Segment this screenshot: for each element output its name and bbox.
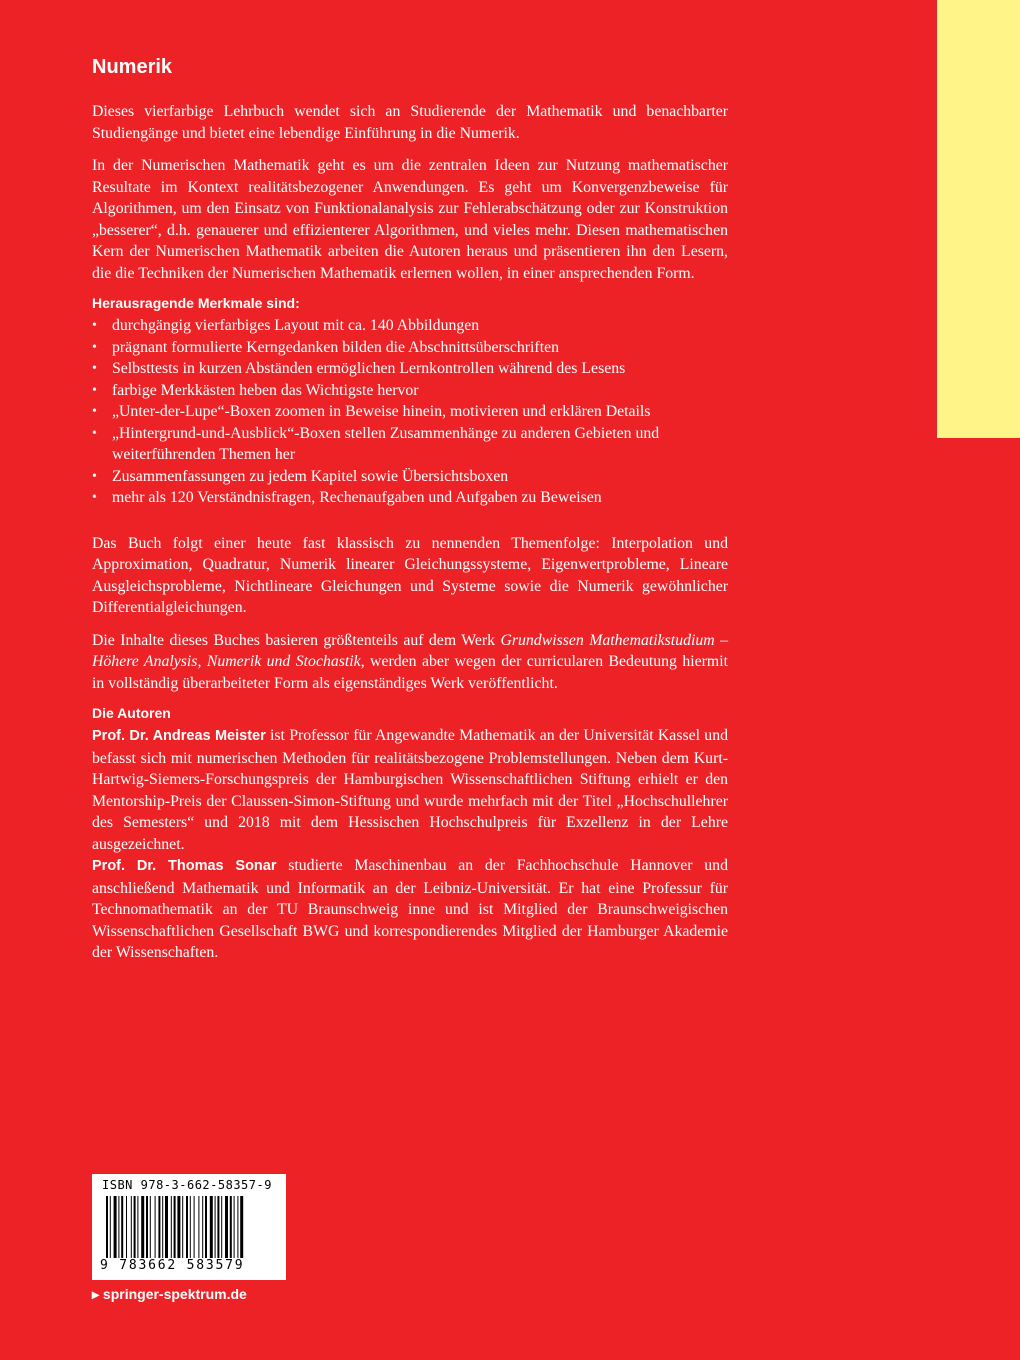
book-title: Numerik (92, 56, 173, 78)
authors-heading: Die Autoren (92, 705, 171, 721)
intro-paragraph-2: In der Numerischen Mathematik geht es um die zentralen Ideen zur Nutzung mathematischer Resultate im Kontext realitätsbezogener Anwendungen. Es geht um Konvergenzbeweise für Algorithmen, um den Einsatz von Funktionalanalysis zur Fehlerabschätzung oder zur Konstruktion „besserer“, d.h. genauerer und effizienterer Algorithmen, und vieles mehr. Diesen mathematischen Kern der Numerischen Mathematik arbeiten die Autoren heraus und präsentieren ihn den Lesern, die die Techniken der Numerischen Mathematik erlernen wollen, in einer ansprechenden Form. (92, 157, 728, 282)
list-item: • prägnant formulierte Kerngedanken bilden die Abschnittsüberschriften (92, 337, 728, 359)
barcode-bar (190, 1196, 191, 1258)
barcode-bar (177, 1196, 180, 1258)
barcode-bar (134, 1196, 136, 1258)
features-list (92, 315, 728, 509)
publisher-website[interactable] (92, 1286, 247, 1303)
barcode-bar (171, 1196, 172, 1258)
barcode-bar (174, 1196, 176, 1258)
list-item: • Selbsttests in kurzen Abständen ermöglichen Lernkontrollen während des Lesens (92, 358, 728, 380)
barcode-bars (106, 1196, 272, 1258)
basis-paragraph (92, 630, 728, 695)
barcode-bar (118, 1196, 119, 1258)
list-item: • „Hintergrund-und-Ausblick“-Boxen stellen Zusammenhänge zu anderen Gebieten und weiterführenden Themen her (92, 423, 728, 466)
barcode-bar (137, 1196, 138, 1258)
author-bio: studierte Maschinenbau an der Fachhochschule Hannover und anschließend Mathematik und Informatik an der Leibniz-Universität. Er hat eine Professur für Technomathematik an der TU Braunschweig inne und ist Mitglied der Braunschweigischen Wissenschaftlichen Gesellschaft BWG und korrespondierendes Mitglied der Hamburger Akademie der Wissenschaften. (92, 857, 728, 961)
barcode-bar (110, 1196, 111, 1258)
author-meister (92, 725, 728, 855)
barcode-bar (155, 1196, 156, 1258)
barcode-bar (182, 1196, 183, 1258)
author-name: Prof. Dr. Thomas Sonar (92, 858, 277, 874)
barcode-bar (146, 1196, 148, 1258)
barcode-bar (141, 1196, 144, 1258)
barcode-bar (221, 1196, 222, 1258)
barcode-bar (225, 1196, 228, 1258)
barcode-bar (205, 1196, 207, 1258)
website-url: springer-spektrum.de (102, 1286, 247, 1302)
barcode-bar (158, 1196, 160, 1258)
list-item: • farbige Merkkästen heben das Wichtigste hervor (92, 380, 728, 402)
barcode-bar (106, 1196, 108, 1258)
barcode-bar (202, 1196, 203, 1258)
intro-paragraph-1: Dieses vierfarbige Lehrbuch wendet sich an Studierende der Mathematik und benachbarter Studiengänge und bietet eine lebendige Einführung in die Numerik. (92, 103, 728, 142)
list-item: • durchgängig vierfarbiges Layout mit ca. 140 Abbildungen (92, 315, 728, 337)
barcode-bar (230, 1196, 232, 1258)
barcode-bar (198, 1196, 199, 1258)
barcode-bar (131, 1196, 132, 1258)
barcode-bar (194, 1196, 195, 1258)
barcode-bar (215, 1196, 216, 1258)
isbn-label: ISBN 978-3-662-58357-9 (102, 1178, 272, 1192)
barcode-bar (240, 1196, 243, 1258)
isbn-barcode (92, 1174, 286, 1280)
yellow-accent-strip (937, 0, 1020, 438)
topics-paragraph: Das Buch folgt einer heute fast klassisch zu nennenden Themenfolge: Interpolation und Approximation, Quadratur, Numerik linearer Gleichungssysteme, Eigenwertprobleme, Lineare Ausgleichsprobleme, Nichtlineare Gleichungen und Systeme sowie die Numerik gewöhnlicher Differentialgleichungen. (92, 534, 728, 616)
author-sonar (92, 855, 728, 964)
back-cover-text (92, 56, 728, 964)
basis-text-after: , werden aber wegen der curricularen Bedeutung hiermit in vollständig überarbeiteter Form als eigenständiges Werk veröffentlicht. (92, 653, 728, 692)
barcode-bar (126, 1196, 127, 1258)
barcode-bar (237, 1196, 238, 1258)
barcode-bar (186, 1196, 188, 1258)
list-item: • Zusammenfassungen zu jedem Kapitel sowie Übersichtsboxen (92, 466, 728, 488)
barcode-bar (114, 1196, 117, 1258)
features-heading: Herausragende Merkmale sind: (92, 295, 300, 311)
barcode-bar (162, 1196, 163, 1258)
list-item: • „Unter-der-Lupe“-Boxen zoomen in Beweise hinein, motivieren und erklären Details (92, 401, 728, 423)
barcode-bar (121, 1196, 123, 1258)
barcode-bar (217, 1196, 219, 1258)
list-item: • mehr als 120 Verständnisfragen, Rechenaufgaben und Aufgaben zu Beweisen (92, 487, 728, 509)
author-name: Prof. Dr. Andreas Meister (92, 728, 266, 744)
author-bio: ist Professor für Angewandte Mathematik an der Universität Kassel und befasst sich mit numerischen Methoden für realitätsbezogene Problemstellungen. Neben dem Kurt-Hartwig-Siemers-Forschungspreis der Hamburgischen Wissenschaftlichen Stiftung erhielt er den Mentorship-Preis der Claussen-Simon-Stiftung und wurde mehrfach mit der Titel „Hochschullehrer des Semesters“ und 2018 mit dem Hessischen Hochschulpreis für Exzellenz in der Lehre ausgezeichnet. (92, 727, 728, 853)
arrow-right-icon: ▸ (92, 1286, 100, 1302)
basis-work-title: Grundwissen Mathematikstudium – Höhere Analysis, Numerik und Stochastik (92, 631, 728, 670)
barcode-bar (210, 1196, 213, 1258)
basis-text-before: Die Inhalte dieses Buches basieren größtenteils auf dem Werk (92, 631, 501, 649)
ean-digits: 9 783662 583579 (100, 1258, 245, 1273)
barcode-bar (150, 1196, 151, 1258)
barcode-bar (234, 1196, 235, 1258)
barcode-bar (165, 1196, 168, 1258)
